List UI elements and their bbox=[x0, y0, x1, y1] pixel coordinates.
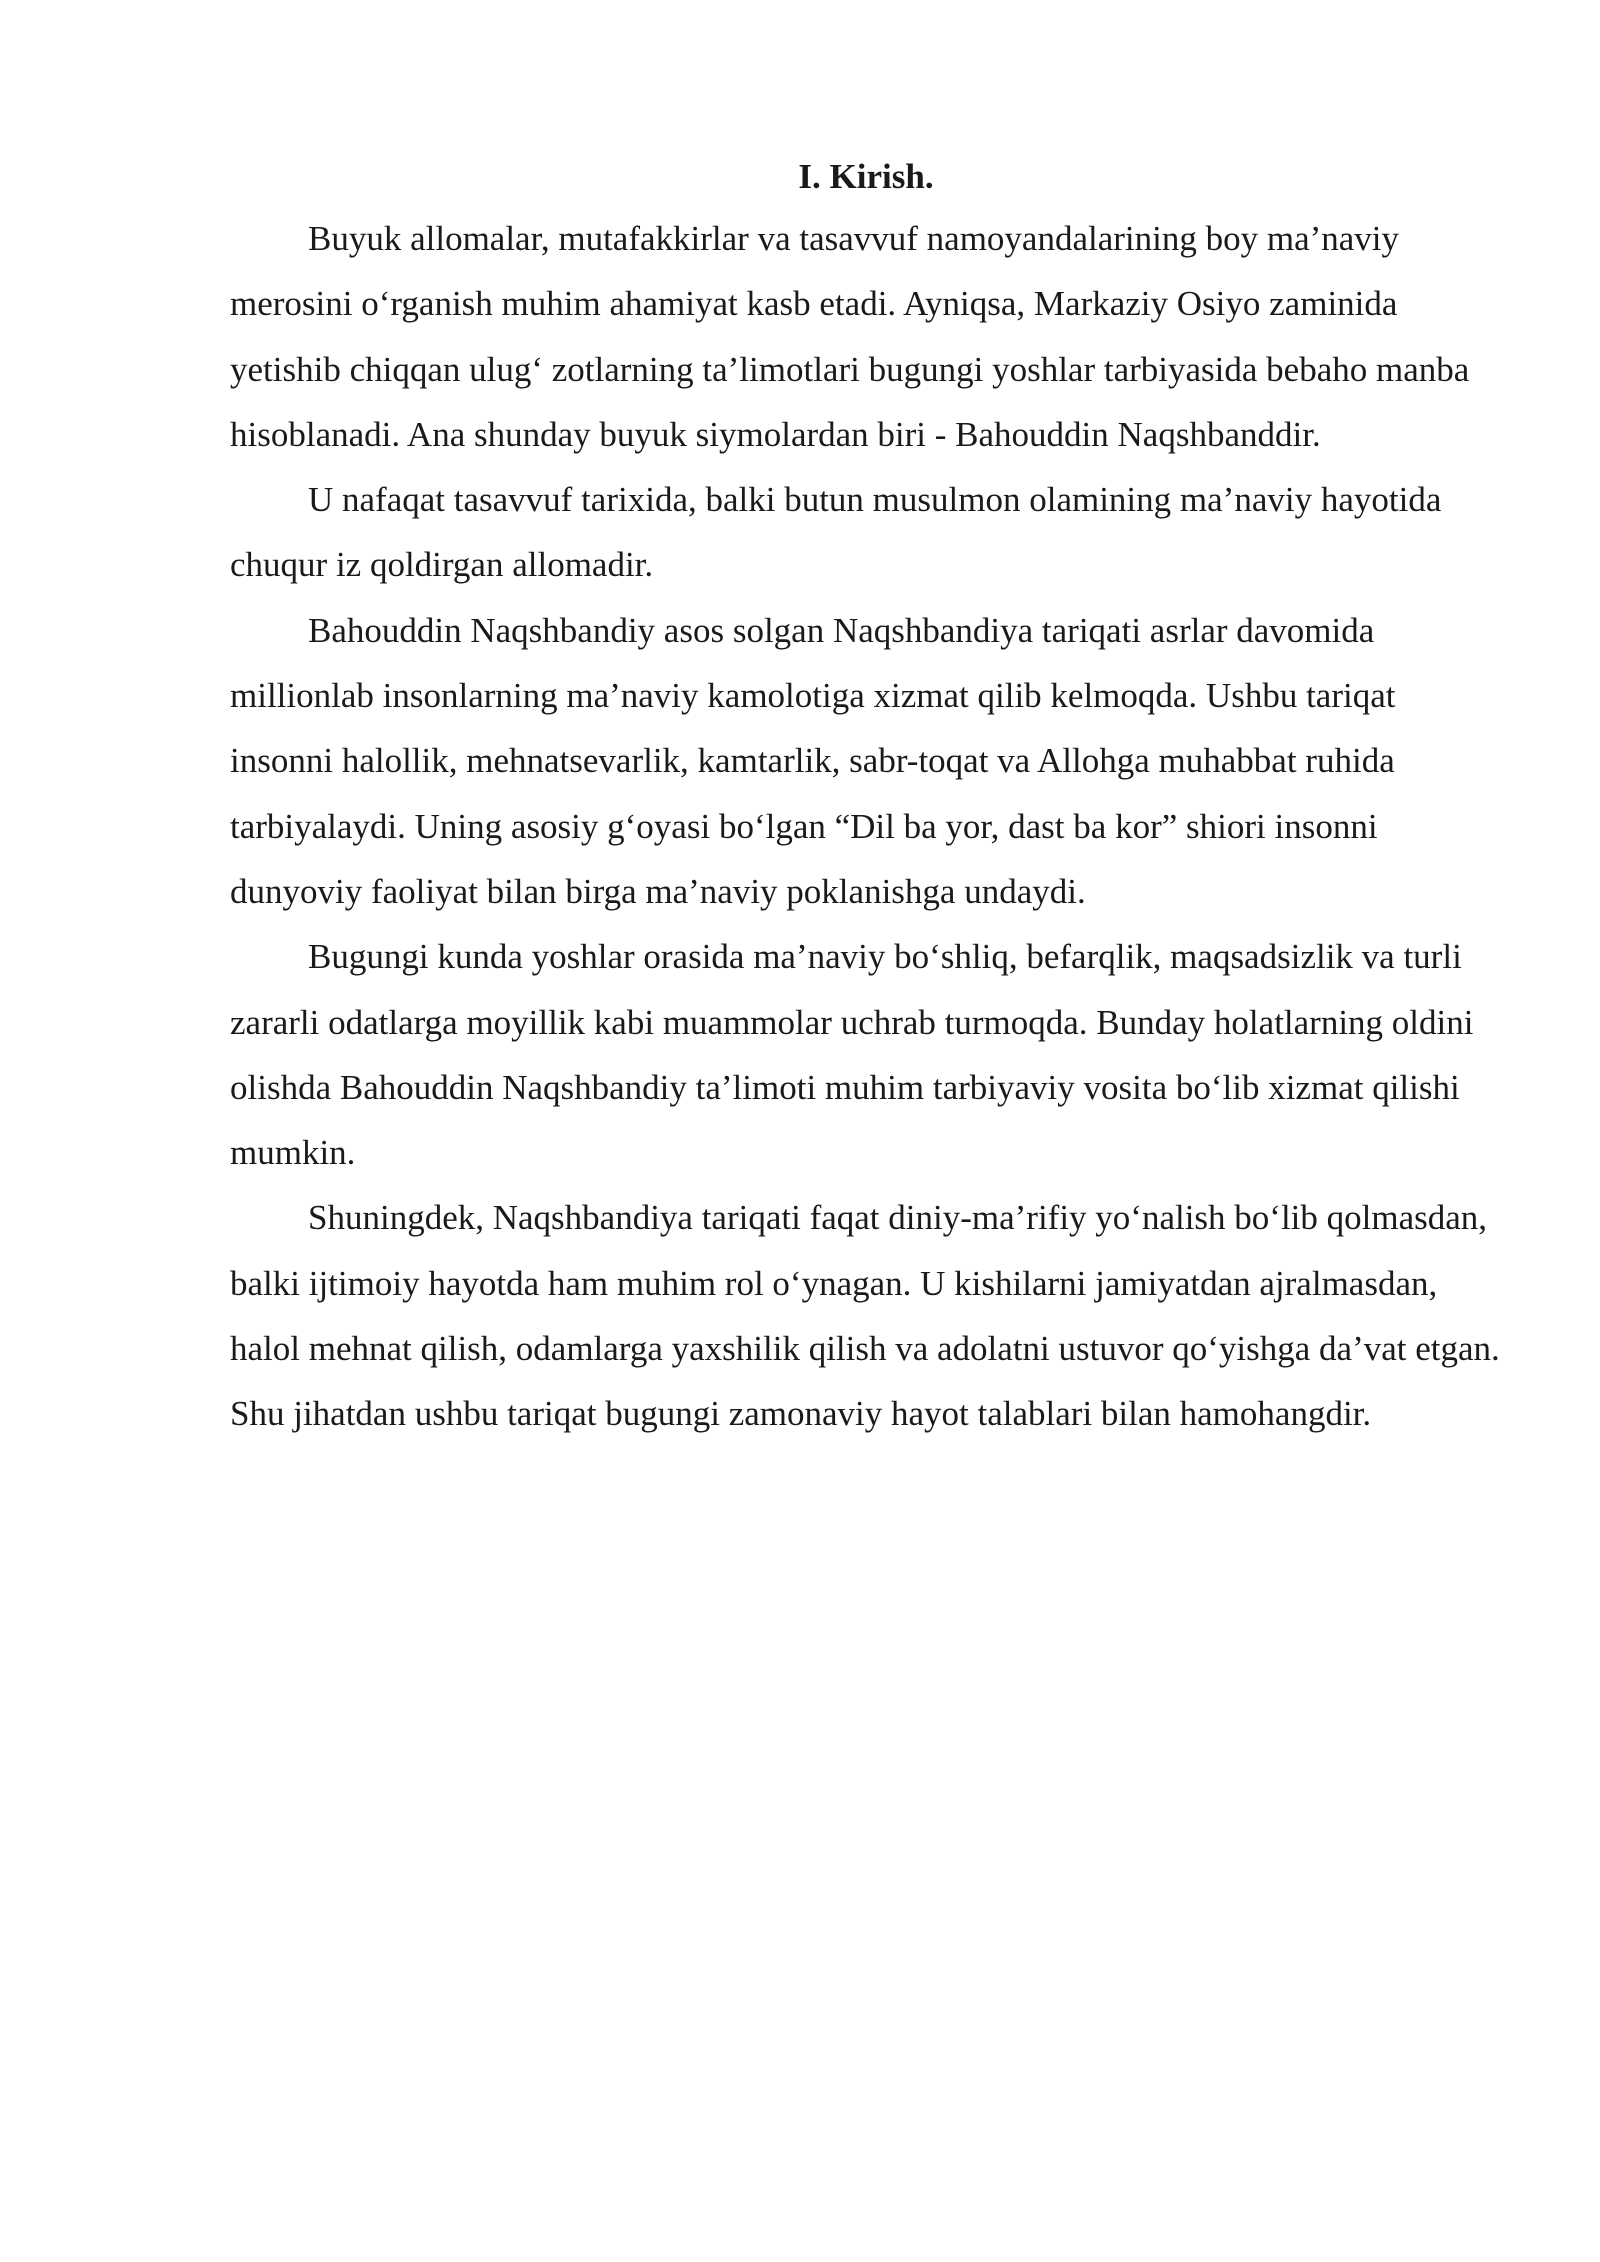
section-heading: I. Kirish. bbox=[798, 157, 934, 196]
paragraph-3: Bahouddin Naqshbandiy asos solgan Naqshbandiya tariqati asrlar davomida millionlab insonlarning ma’naviy kamolotiga xizmat qilib kelmoqda. Ushbu tariqat insonni halollik, mehnatsevarlik, kamtarlik, sabr-toqat va Allohga muhabbat ruhida tarbiyalaydi. Uning asosiy g‘oyasi bo‘lgan “Dil ba yor, dast ba kor” shiori insonni dunyoviy faoliyat bilan birga ma’naviy poklanishga undaydi. bbox=[230, 610, 1396, 911]
paragraph-1: Buyuk allomalar, mutafakkirlar va tasavvuf namoyandalarining boy ma’naviy merosini o‘rganish muhim ahamiyat kasb etadi. Ayniqsa, Markaziy Osiyo zaminida yetishib chiqqan ulug‘ zotlarning ta’limotlari bugungi yoshlar tarbiyasida bebaho manba hisoblanadi. Ana shunday buyuk siymolardan biri - Bahouddin Naqshbanddir. bbox=[230, 219, 1470, 454]
document-body bbox=[230, 150, 1502, 1447]
paragraph-4: Bugungi kunda yoshlar orasida ma’naviy bo‘shliq, befarqlik, maqsadsizlik va turli zararli odatlarga moyillik kabi muammolar uchrab turmoqda. Bunday holatlarning oldini olishda Bahouddin Naqshbandiy ta’limoti muhim tarbiyaviy vosita bo‘lib xizmat qilishi mumkin. bbox=[230, 937, 1474, 1173]
paragraph-5: Shuningdek, Naqshbandiya tariqati faqat diniy-ma’rifiy yo‘nalish bo‘lib qolmasdan, balki ijtimoiy hayotda ham muhim rol o‘ynagan. U kishilarni jamiyatdan ajralmasdan, halol mehnat qilish, odamlarga yaxshilik qilish va adolatni ustuvor qo‘yishga da’vat etgan. Shu jihatdan ushbu tariqat bugungi zamonaviy hayot talablari bilan hamohangdir. bbox=[230, 1198, 1500, 1434]
paragraph-2: U nafaqat tasavvuf tarixida, balki butun musulmon olamining ma’naviy hayotida chuqur iz qoldirgan allomadir. bbox=[230, 480, 1442, 585]
